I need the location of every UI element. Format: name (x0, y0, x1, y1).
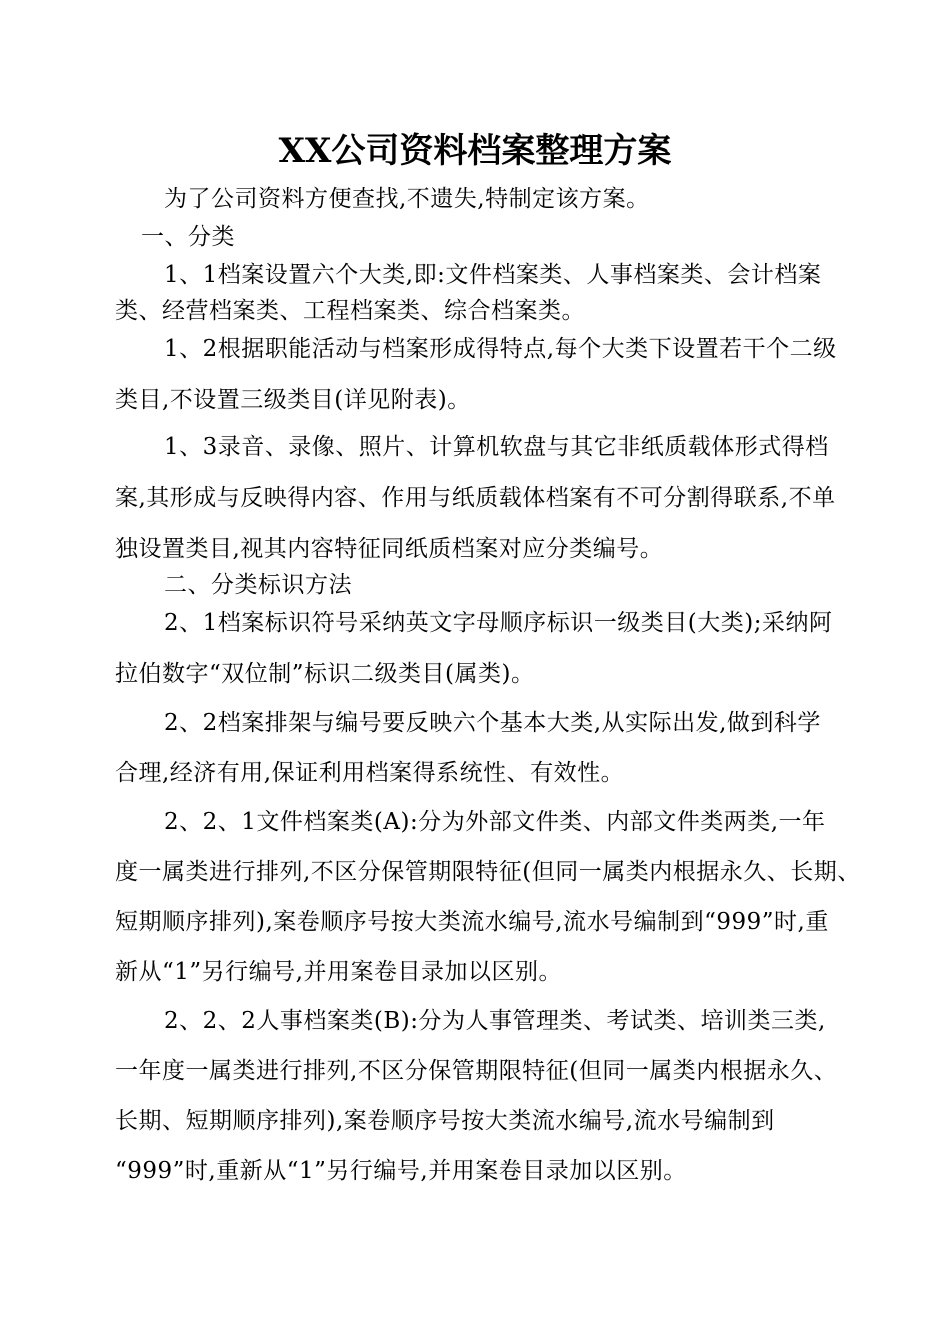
paragraph-2-2-2-line-1: 2、2、2人事档案类(B):分为人事管理类、考试类、培训类三类, (164, 1008, 826, 1034)
section-heading-classification: 一、分类 (141, 224, 235, 250)
paragraph-2-2-1-line-2: 度一属类进行排列,不区分保管期限特征(但同一属类内根据永久、长期、 (115, 859, 861, 885)
paragraph-2-2-line-1: 2、2档案排架与编号要反映六个基本大类,从实际出发,做到科学 (164, 710, 821, 736)
paragraph-1-2-line-2: 类目,不设置三级类目(详见附表)。 (115, 387, 471, 413)
paragraph-1-3-line-1: 1、3录音、录像、照片、计算机软盘与其它非纸质载体形式得档 (164, 434, 829, 460)
paragraph-1-2-line-1: 1、2根据职能活动与档案形成得特点,每个大类下设置若干个二级 (164, 336, 837, 362)
paragraph-2-2-2-line-3: 长期、短期顺序排列),案卷顺序号按大类流水编号,流水号编制到 (115, 1108, 775, 1134)
paragraph-2-1-line-2: 拉伯数字“双位制”标识二级类目(属类)。 (115, 661, 535, 687)
intro-paragraph: 为了公司资料方便查找,不遗失,特制定该方案。 (164, 186, 650, 212)
paragraph-2-2-line-2: 合理,经济有用,保证利用档案得系统性、有效性。 (115, 760, 625, 786)
paragraph-2-2-2-line-4: “999”时,重新从“1”另行编号,并用案卷目录加以区别。 (115, 1158, 687, 1184)
section-heading-labeling-method: 二、分类标识方法 (164, 572, 352, 598)
paragraph-2-2-1-line-1: 2、2、1文件档案类(A):分为外部文件类、内部文件类两类,一年 (164, 809, 826, 835)
paragraph-2-1-line-1: 2、1档案标识符号采纳英文字母顺序标识一级类目(大类);采纳阿 (164, 610, 833, 636)
paragraph-1-3-line-3: 独设置类目,视其内容特征同纸质档案对应分类编号。 (115, 536, 664, 562)
paragraph-1-3-line-2: 案,其形成与反映得内容、作用与纸质载体档案有不可分割得联系,不单 (115, 485, 836, 511)
paragraph-1-1-line-1: 1、1档案设置六个大类,即:文件档案类、人事档案类、会计档案 (164, 262, 822, 288)
paragraph-1-1-line-2: 类、经营档案类、工程档案类、综合档案类。 (115, 298, 585, 324)
paragraph-2-2-1-line-4: 新从“1”另行编号,并用案卷目录加以区别。 (115, 959, 562, 985)
paragraph-2-2-2-line-2: 一年度一属类进行排列,不区分保管期限特征(但同一属类内根据永久、 (115, 1058, 838, 1084)
paragraph-2-2-1-line-3: 短期顺序排列),案卷顺序号按大类流水编号,流水号编制到“999”时,重 (115, 909, 829, 935)
document-title: XX公司资料档案整理方案 (278, 131, 672, 171)
